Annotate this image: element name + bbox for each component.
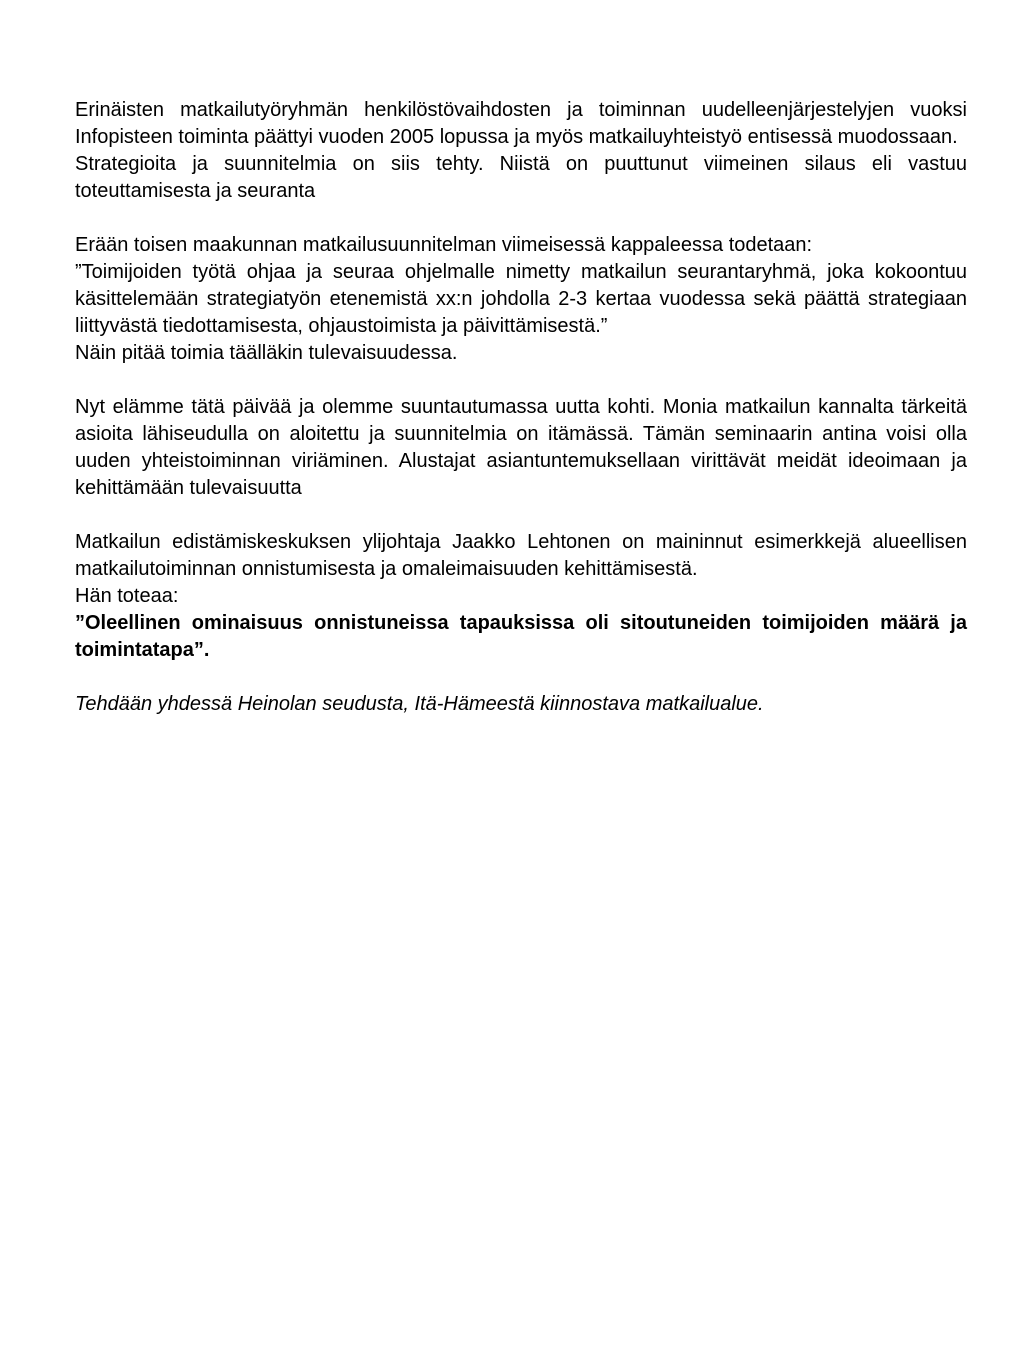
paragraph-lehtonen: Matkailun edistämiskeskuksen ylijohtaja Jaakko Lehtonen on maininnut esimerkkejä alueellisen matkailutoiminnan onnistumisesta ja omaleimaisuuden kehittämisestä. bbox=[75, 531, 967, 580]
document-page bbox=[75, 97, 967, 718]
closing-italic: Tehdään yhdessä Heinolan seudusta, Itä-Hämeestä kiinnostava matkailualue. bbox=[75, 693, 764, 715]
paragraph-gap bbox=[75, 205, 967, 232]
paragraph-maakunta-intro: Erään toisen maakunnan matkailusuunnitelman viimeisessä kappaleessa todetaan: bbox=[75, 234, 813, 256]
quote-bold: ”Oleellinen ominaisuus onnistuneissa tapauksissa oli sitoutuneiden toimijoiden määrä ja toimintatapa”. bbox=[75, 612, 967, 661]
paragraph-gap bbox=[75, 367, 967, 394]
paragraph-gap bbox=[75, 664, 967, 691]
paragraph-tulevaisuus: Näin pitää toimia täälläkin tulevaisuudessa. bbox=[75, 342, 458, 364]
paragraph-han-toteaa: Hän toteaa: bbox=[75, 585, 179, 607]
paragraph-quote-toimijat: ”Toimijoiden työtä ohjaa ja seuraa ohjelmalle nimetty matkailun seurantaryhmä, joka kokoontuu käsittelemään strategiatyön etenemistä xx:n johdolla 2-3 kertaa vuodessa sekä päättä strategiaan liittyvästä tiedottamisesta, ohjaustoimista ja päivittämisestä.” bbox=[75, 261, 967, 337]
paragraph-strategiat: Strategioita ja suunnitelmia on siis tehty. Niistä on puuttunut viimeinen silaus eli vastuu toteuttamisesta ja seuranta bbox=[75, 153, 967, 202]
paragraph-gap bbox=[75, 502, 967, 529]
paragraph-seminaari: Nyt elämme tätä päivää ja olemme suuntautumassa uutta kohti. Monia matkailun kannalta tärkeitä asioita lähiseudulla on aloitettu ja suunnitelmia on itämässä. Tämän seminaarin antina voisi olla uuden yhteistoiminnan viriäminen. Alustajat asiantuntemuksellaan virittävät meidät ideoimaan ja kehittämään tulevaisuutta bbox=[75, 396, 967, 499]
paragraph-infopiste: Erinäisten matkailutyöryhmän henkilöstövaihdosten ja toiminnan uudelleenjärjestelyjen vuoksi Infopisteen toiminta päättyi vuoden 2005 lopussa ja myös matkailuyhteistyö entisessä muodossaan. bbox=[75, 99, 967, 148]
